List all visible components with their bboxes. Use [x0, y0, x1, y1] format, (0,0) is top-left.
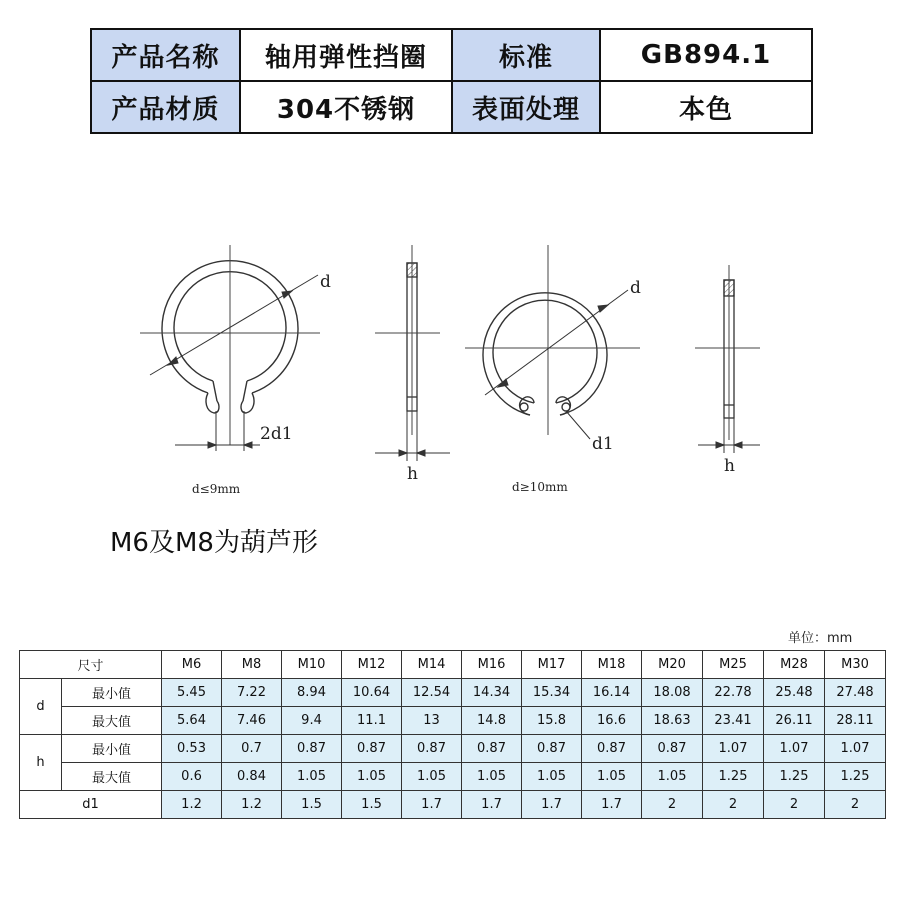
spec-row-h-max	[20, 763, 886, 791]
table-cell: 11.1	[342, 707, 402, 735]
table-cell: 23.41	[703, 707, 764, 735]
large-ring-d-label: d	[630, 278, 641, 298]
table-cell: 12.54	[402, 679, 462, 707]
spec-row-d-max	[20, 707, 886, 735]
size-header-cell: M25	[703, 651, 764, 679]
standard-value: GB894.1	[600, 29, 812, 81]
max-label: 最大值	[62, 763, 162, 791]
size-header-cell: M12	[342, 651, 402, 679]
table-cell: 27.48	[825, 679, 886, 707]
size-header-cell: M20	[642, 651, 703, 679]
surface-treatment-label: 表面处理	[452, 81, 600, 133]
table-cell: 18.63	[642, 707, 703, 735]
small-ring-dimension-2d1	[175, 411, 260, 451]
table-cell: 22.78	[703, 679, 764, 707]
table-cell: 15.34	[522, 679, 582, 707]
table-cell: 1.2	[222, 791, 282, 819]
table-cell: 0.87	[642, 735, 703, 763]
table-cell: 1.25	[825, 763, 886, 791]
table-cell: 5.45	[162, 679, 222, 707]
table-cell: 1.7	[582, 791, 642, 819]
size-header-cell: M17	[522, 651, 582, 679]
table-cell: 1.5	[282, 791, 342, 819]
table-cell: 1.05	[582, 763, 642, 791]
table-cell: 1.7	[522, 791, 582, 819]
table-cell: 0.87	[402, 735, 462, 763]
table-cell: 15.8	[522, 707, 582, 735]
table-cell: 1.2	[162, 791, 222, 819]
product-name-label: 产品名称	[91, 29, 240, 81]
size-header-cell: M14	[402, 651, 462, 679]
min-label: 最小值	[62, 735, 162, 763]
material-label: 产品材质	[91, 81, 240, 133]
table-cell: 0.87	[342, 735, 402, 763]
table-cell: 0.7	[222, 735, 282, 763]
unit-label: 单位：mm	[788, 631, 853, 646]
size-header-cell: M6	[162, 651, 222, 679]
size-header-cell: M30	[825, 651, 886, 679]
table-cell: 1.05	[462, 763, 522, 791]
table-cell: 1.05	[642, 763, 703, 791]
table-cell: 2	[703, 791, 764, 819]
spec-row-d1	[20, 791, 886, 819]
large-ring-h-label: h	[724, 456, 735, 476]
small-ring-h-label: h	[407, 464, 418, 484]
spec-table	[19, 650, 886, 819]
surface-treatment-value: 本色	[600, 81, 812, 133]
large-ring-caption: d≥10mm	[512, 480, 568, 494]
size-header-cell: M16	[462, 651, 522, 679]
size-header-label: 尺寸	[20, 651, 162, 679]
table-cell: 2	[764, 791, 825, 819]
shape-note: M6及M8为葫芦形	[110, 528, 318, 558]
spec-row-d-min	[20, 679, 886, 707]
min-label: 最小值	[62, 679, 162, 707]
table-cell: 18.08	[642, 679, 703, 707]
table-cell: 0.87	[522, 735, 582, 763]
small-ring-2d1-label: 2d1	[260, 424, 293, 444]
large-ring-d1-leader	[566, 411, 590, 439]
spec-header-row	[20, 651, 886, 679]
retaining-ring-drawing	[120, 235, 780, 505]
table-cell: 25.48	[764, 679, 825, 707]
product-name-value: 轴用弹性挡圈	[240, 29, 452, 81]
table-cell: 1.05	[282, 763, 342, 791]
large-ring-centerlines	[465, 245, 640, 435]
table-cell: 26.11	[764, 707, 825, 735]
h-group-label: h	[20, 735, 62, 791]
table-cell: 0.6	[162, 763, 222, 791]
table-cell: 16.6	[582, 707, 642, 735]
table-cell: 1.05	[522, 763, 582, 791]
table-cell: 1.07	[825, 735, 886, 763]
table-cell: 1.7	[402, 791, 462, 819]
table-cell: 2	[825, 791, 886, 819]
table-cell: 1.05	[402, 763, 462, 791]
table-cell: 7.22	[222, 679, 282, 707]
large-ring-front-view	[483, 293, 607, 415]
product-info-table	[90, 28, 813, 134]
table-cell: 13	[402, 707, 462, 735]
max-label: 最大值	[62, 707, 162, 735]
table-cell: 10.64	[342, 679, 402, 707]
table-cell: 0.84	[222, 763, 282, 791]
size-header-cell: M28	[764, 651, 825, 679]
size-header-cell: M8	[222, 651, 282, 679]
table-cell: 1.05	[342, 763, 402, 791]
info-row-material-surface	[91, 81, 812, 133]
small-ring-dimension-d	[150, 275, 318, 375]
small-ring-centerlines	[140, 245, 320, 445]
d-group-label: d	[20, 679, 62, 735]
table-cell: 1.07	[703, 735, 764, 763]
table-cell: 0.87	[582, 735, 642, 763]
small-ring-caption: d≤9mm	[192, 482, 241, 496]
d1-label: d1	[20, 791, 162, 819]
table-cell: 14.34	[462, 679, 522, 707]
table-cell: 2	[642, 791, 703, 819]
table-cell: 1.25	[764, 763, 825, 791]
table-cell: 1.7	[462, 791, 522, 819]
standard-label: 标准	[452, 29, 600, 81]
size-header-cell: M18	[582, 651, 642, 679]
table-cell: 16.14	[582, 679, 642, 707]
small-ring-d-label: d	[320, 272, 331, 292]
table-cell: 5.64	[162, 707, 222, 735]
table-cell: 1.07	[764, 735, 825, 763]
table-cell: 1.25	[703, 763, 764, 791]
material-value: 304不锈钢	[240, 81, 452, 133]
table-cell: 0.87	[282, 735, 342, 763]
table-cell: 0.87	[462, 735, 522, 763]
table-cell: 7.46	[222, 707, 282, 735]
table-cell: 1.5	[342, 791, 402, 819]
size-header-cell: M10	[282, 651, 342, 679]
large-ring-d1-label: d1	[592, 434, 614, 454]
table-cell: 8.94	[282, 679, 342, 707]
info-row-name-standard	[91, 29, 812, 81]
spec-row-h-min	[20, 735, 886, 763]
table-cell: 28.11	[825, 707, 886, 735]
table-cell: 14.8	[462, 707, 522, 735]
table-cell: 9.4	[282, 707, 342, 735]
table-cell: 0.53	[162, 735, 222, 763]
